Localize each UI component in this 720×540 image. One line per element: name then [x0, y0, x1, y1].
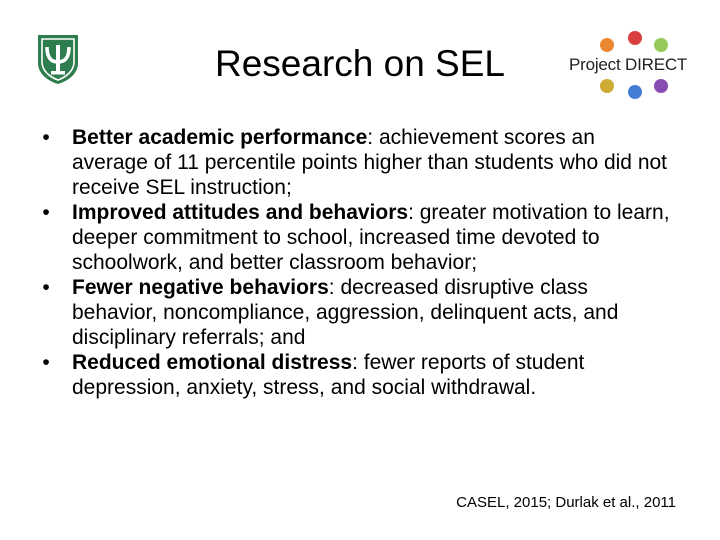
bullet-bold-heading: Improved attitudes and behaviors: [72, 201, 409, 224]
project-direct-logo-text: Project DIRECT: [569, 55, 688, 74]
bullet-bold-heading: Fewer negative behaviors: [72, 276, 329, 299]
bullet-bold-heading: Reduced emotional distress: [72, 351, 353, 374]
tulane-shield-logo-icon: [36, 33, 80, 85]
bullet-text: : achievement scores an average of 11 percentile points higher than students who did not receive SEL instruction;: [72, 126, 668, 199]
bullet-list: [36, 125, 676, 400]
bullet-text: : greater motivation to learn, deeper commitment to school, increased time devoted to schoolwork, and better classroom behavior;: [72, 201, 670, 274]
slide-title: Research on SEL: [214, 43, 505, 84]
bullet-bold-heading: Better academic performance: [72, 126, 368, 149]
citation: CASEL, 2015; Durlak et al., 2011: [456, 494, 676, 511]
bullet-item: [36, 350, 676, 400]
bullet-item: [36, 125, 676, 200]
bullet-item: [36, 275, 676, 350]
bullet-text: : decreased disruptive class behavior, noncompliance, aggression, delinquent acts, and disciplinary referrals; and: [72, 276, 619, 349]
bullet-marker: •: [42, 201, 50, 224]
project-direct-logo: [563, 30, 688, 100]
bullet-item: [36, 200, 676, 275]
bullet-marker: •: [42, 276, 50, 299]
bullet-marker: •: [42, 351, 50, 374]
bullet-text: : fewer reports of student depression, anxiety, stress, and social withdrawal.: [72, 351, 585, 399]
bullet-marker: •: [42, 126, 50, 149]
